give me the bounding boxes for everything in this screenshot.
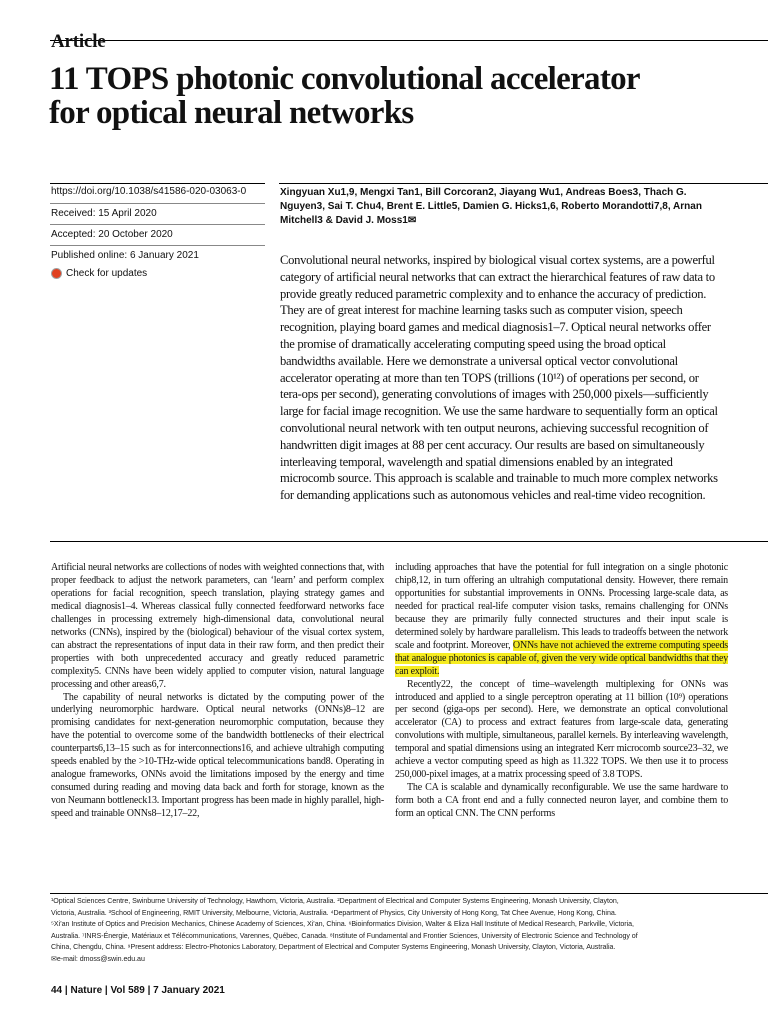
meta-divider [50, 203, 265, 204]
paragraph: The capability of neural networks is dictated by the computing power of the underlying neuromorphic hardware. Optical neural networks (ONNs)8–12 are promising candidates for next-generation neuromorphic computation, because they have the potential to overcome some of the bandwidth bottlenecks of their electrical counterparts6,13–15 such as for interconnections16, and achieve ultrahigh computing speeds enabled by the >10-THz-wide optical telecommunications band8. Operating in analogue frameworks, ONNs avoid the limitations imposed by the energy and time consumed during reading and moving data back and forth for storage, known as the von Neumann bottleneck13. Important progress has been made in highly parallel, high-speed and trainable ONNs8–12,17–22, [51, 691, 384, 820]
affiliation-line: ⁵Xi’an Institute of Optics and Precision Mechanics, Chinese Academy of Sciences, Xi’an, China. ⁶Bioinformatics Division, Walter & Eliza Hall Institute of Medical Research, Parkville, Victoria, [51, 920, 634, 929]
article-kicker: Article [51, 31, 106, 52]
received-date: Received: 15 April 2020 [51, 208, 157, 219]
paragraph [395, 562, 728, 679]
page-footer: 44 | Nature | Vol 589 | 7 January 2021 [51, 985, 225, 996]
title-line-1: 11 TOPS photonic convolutional accelerator [49, 61, 640, 97]
paragraph-text: including approaches that have the potential for full integration on a single photonic chip8,12, in turn offering an ultrahigh computational density. However, there remain opportunities for substantial improvements in ONNs. Processing large-scale data, as needed for practical real-life computer vision tasks, remains challenging for ONNs because they are primarily fully connected structures and their input scale is determined solely by hardware parallelism. This leads to tradeoffs between the network scale and footprint. Moreover, [395, 562, 728, 651]
top-rule [50, 40, 768, 41]
affiliation-line: Australia. ⁷INRS-Énergie, Matériaux et Télécommunications, Varennes, Québec, Canada. ⁸Institute of Fundamental and Frontier Sciences, University of Electronic Science and Technology of [51, 931, 638, 940]
published-date: Published online: 6 January 2021 [51, 250, 199, 261]
body-column-right [395, 562, 728, 821]
abstract: Convolutional neural networks, inspired by biological visual cortex systems, are a powerful category of artificial neural networks that can extract the hierarchical features of raw data to provide greatly reduced parametric complexity and to enhance the accuracy of prediction. They are of great interest for machine learning tasks such as computer vision, speech recognition, playing board games and medical diagnosis1–7. Optical neural networks offer the promise of dramatically accelerating computing speed using the broad optical bandwidths available. Here we demonstrate a universal optical vector convolutional accelerator operating at more than ten TOPS (trillions (10¹²) of operations per second, or tera-ops per second), generating convolutions of images with 250,000 pixels—sufficiently large for facial image recognition. We use the same hardware to sequentially form an optical convolutional neural network with ten output neurons, achieving successful recognition of handwritten digit images at 88 per cent accuracy. Our results are based on simultaneously interleaving temporal, wavelength and spatial dimensions enabled by an integrated microcomb source. This approach is scalable and trainable to much more complex networks for demanding applications such as autonomous vehicles and real-time video recognition. [280, 253, 718, 503]
authors-top-rule [279, 183, 768, 184]
body-rule [50, 541, 768, 542]
affiliation-line: Victoria, Australia. ³School of Engineering, RMIT University, Melbourne, Victoria, Australia. ⁴Department of Physics, City University of Hong Kong, Tat Chee Avenue, Hong Kong, China. [51, 908, 617, 917]
affiliation-line: China, Chengdu, China. ⁹Present address: Electro-Photonics Laboratory, Department of Electrical and Computer Systems Engineering, Monash University, Clayton, Victoria, Australia. [51, 943, 616, 952]
paragraph: The CA is scalable and dynamically reconfigurable. We use the same hardware to form both a CA front end and a fully connected neuron layer, and combine them to form an optical CNN. The CNN performs [395, 782, 728, 820]
title-line-2: for optical neural networks [49, 95, 414, 131]
affiliations [51, 896, 731, 966]
accepted-date: Accepted: 20 October 2020 [51, 229, 173, 240]
meta-divider [50, 245, 265, 246]
article-title [49, 62, 749, 130]
footnote-rule [50, 893, 768, 894]
check-updates-icon [51, 268, 62, 279]
affiliation-line: ¹Optical Sciences Centre, Swinburne University of Technology, Hawthorn, Victoria, Australia. ²Department of Electrical and Computer Systems Engineering, Monash University, Clayton, [51, 897, 619, 905]
highlighted-text: ONNs have not achieved the extreme computing speeds that analogue photonics is capable of, given the very wide optical bandwidths that they can exploit. [395, 639, 728, 677]
meta-divider [50, 224, 265, 225]
check-updates-label: Check for updates [66, 268, 148, 279]
check-updates-link[interactable] [51, 268, 147, 279]
email-line[interactable]: ✉e-mail: dmoss@swin.edu.au [51, 954, 145, 963]
paragraph: Recently22, the concept of time–wavelength multiplexing for ONNs was introduced and applied to a single perceptron operating at 11 billion (10⁹) operations per second (giga-ops per second). Here, we demonstrate an optical convolutional accelerator (CA) to process and extract features from large-scale data, generating convolutions with multiple, simultaneous, parallel kernels. By interleaving wavelength, temporal and spatial dimensions using an integrated Kerr microcomb source23–32, we achieve a vector computing speed as high as 11.322 TOPS. We then use it to process 250,000-pixel images, at a matrix processing speed of 3.8 TOPS. [395, 678, 728, 781]
body-column-left [51, 562, 384, 821]
paragraph: Artificial neural networks are collections of nodes with weighted connections that, with proper feedback to adjust the network parameters, can ‘learn’ and perform complex operations for facial recognition, speech translation, playing strategy games and medical diagnosis1–4. Whereas classical fully connected feedforward networks face challenges in processing extremely high-dimensional data, convolutional neural networks (CNNs), inspired by the (biological) behaviour of the visual cortex system, can abstract the representations of input data in their raw form, and then predict their properties with both unprecedented accuracy and greatly reduced parametric complexity5. CNNs have been widely applied to computer vision, natural language processing and other areas6,7. [51, 562, 384, 690]
meta-top-rule [50, 183, 265, 184]
doi-link[interactable]: https://doi.org/10.1038/s41586-020-03063-0 [51, 186, 247, 197]
author-list: Xingyuan Xu1,9, Mengxi Tan1, Bill Corcoran2, Jiayang Wu1, Andreas Boes3, Thach G. Nguyen3, Sai T. Chu4, Brent E. Little5, Damien G. Hicks1,6, Roberto Morandotti7,8, Arnan Mitchell3 & David J. Moss1✉ [280, 187, 702, 226]
